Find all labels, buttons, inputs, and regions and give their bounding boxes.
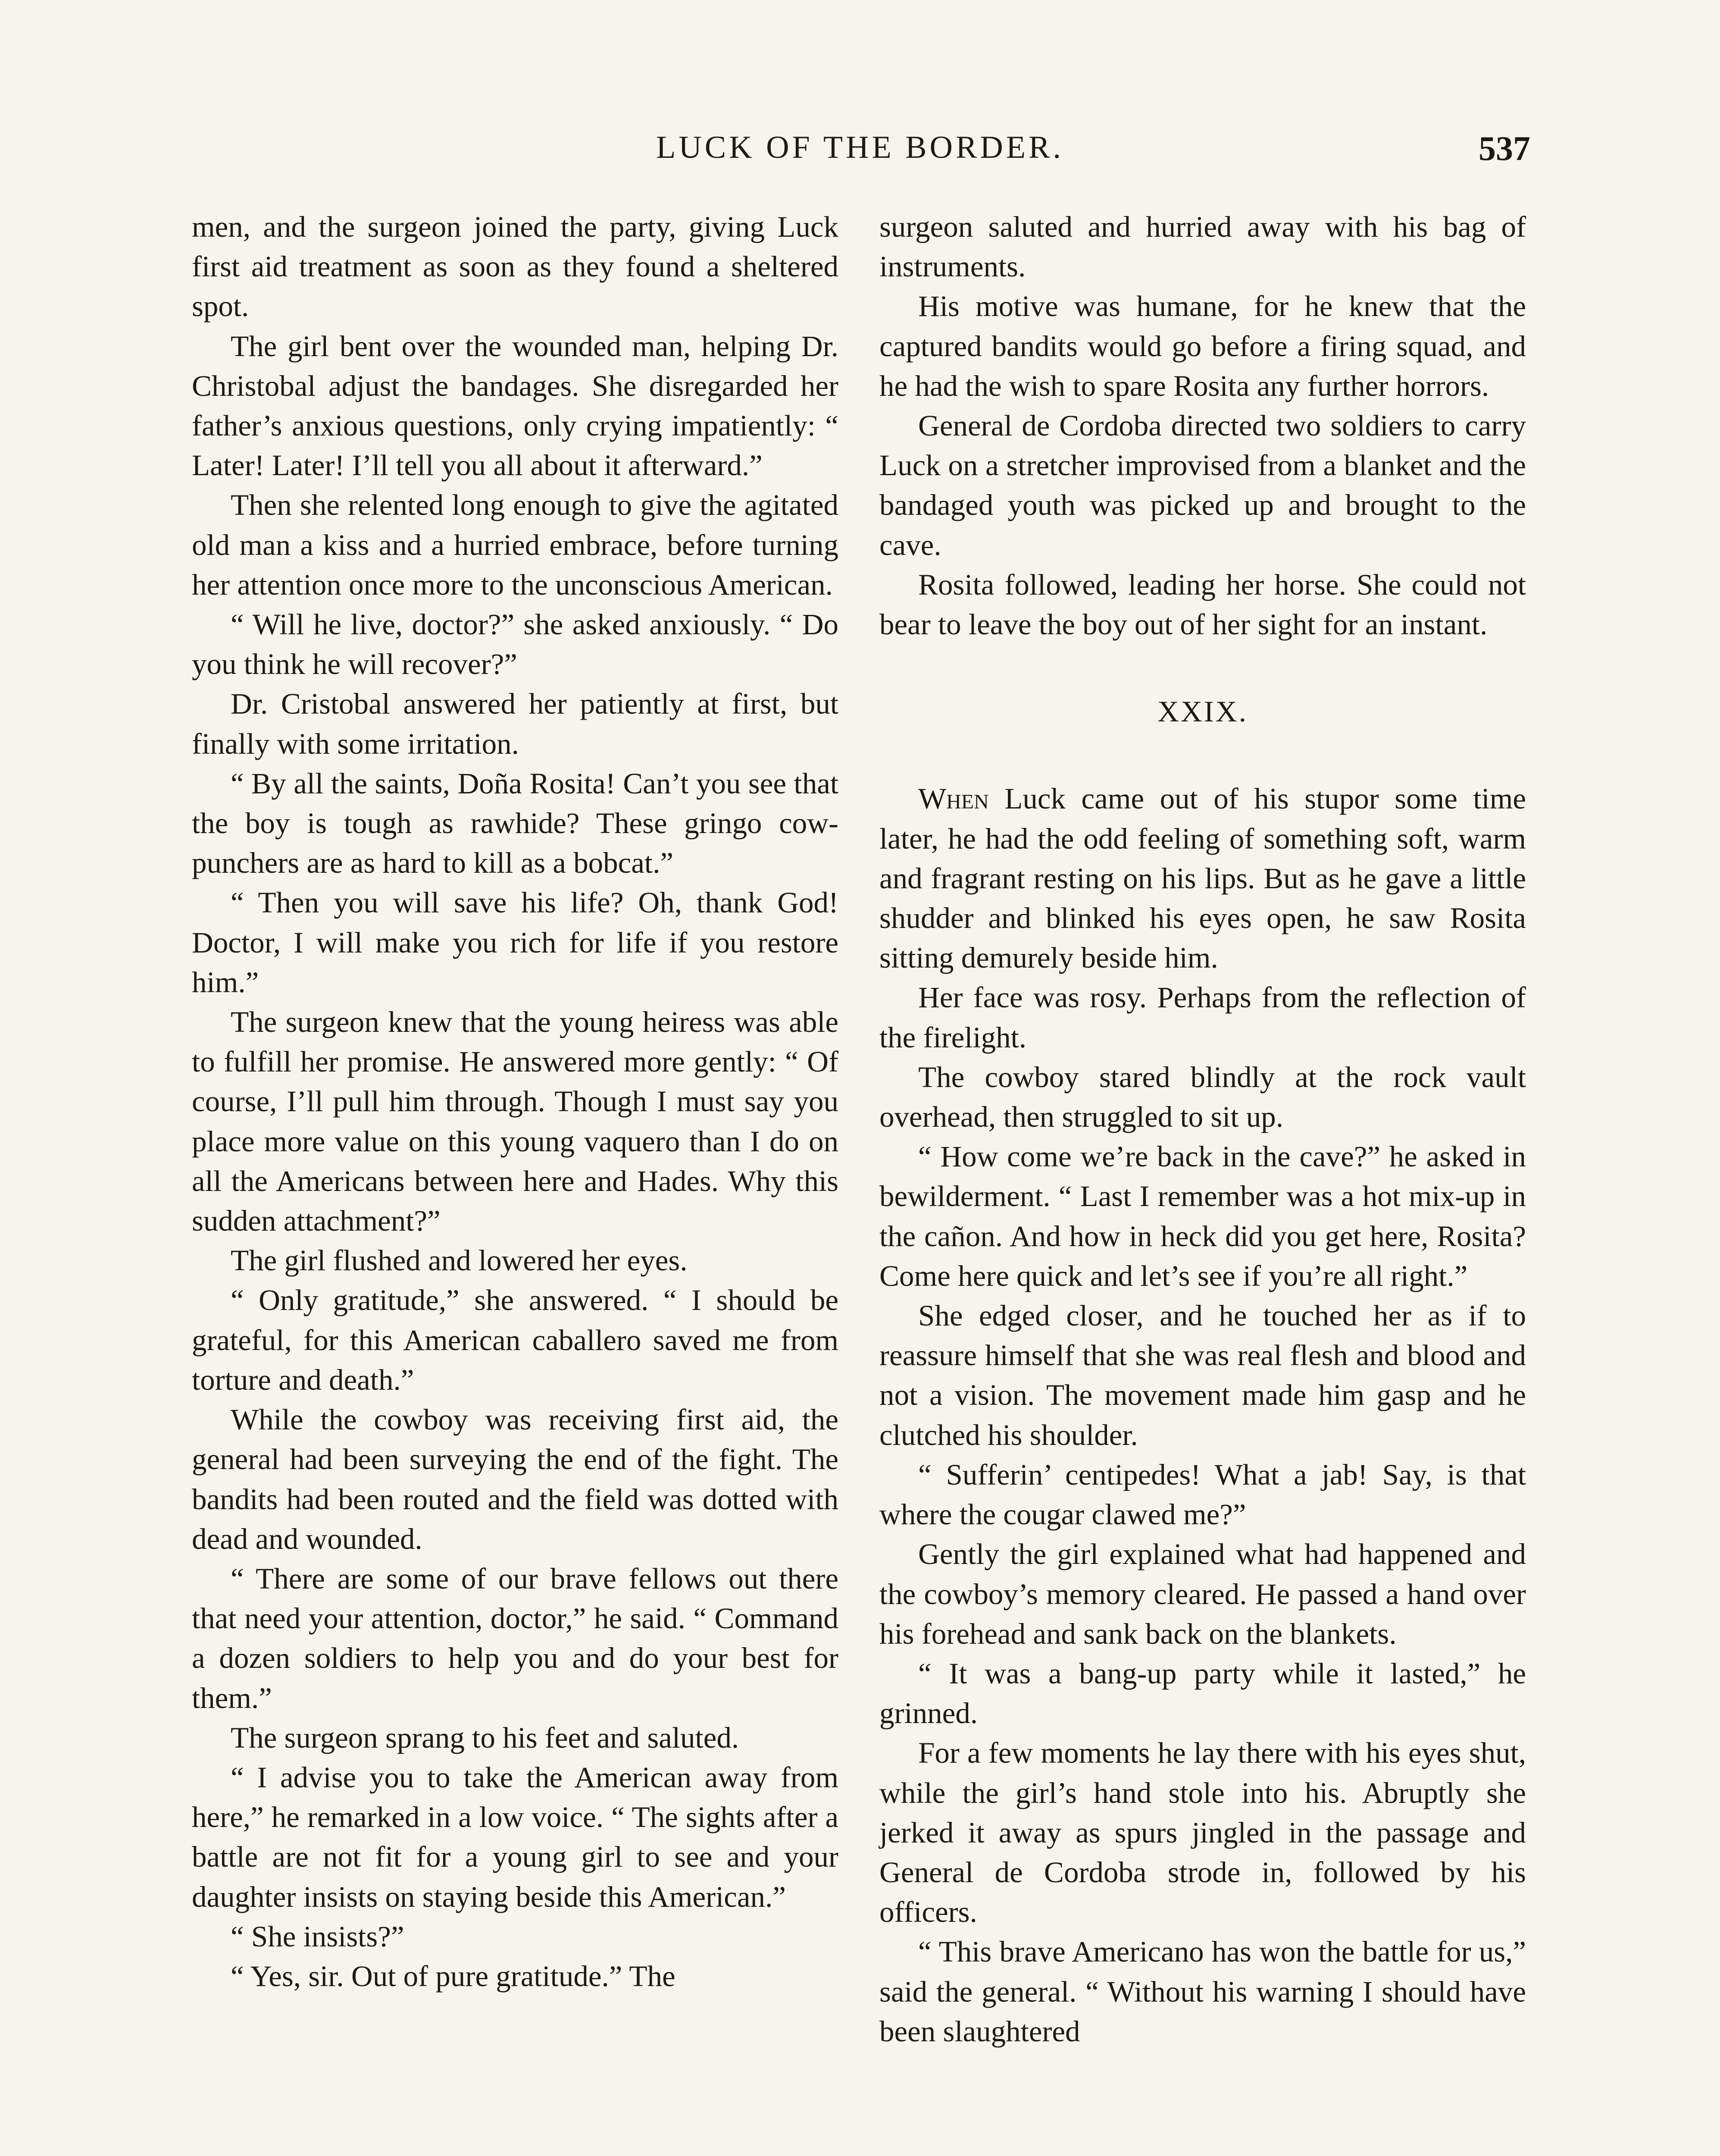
paragraph: The cowboy stared blindly at the rock vault overhead, then struggled to sit up. (879, 1060, 1526, 1134)
page-header (190, 129, 1530, 181)
paragraph: The girl flushed and lowered her eyes. (231, 1244, 688, 1277)
paragraph: “ How come we’re back in the cave?” he asked in bewilderment. “ Last I remember was a hot mix-up in the cañon. And how in heck did you get here, Rosita? Come here quick and let’s see if you’re all right.” (879, 1140, 1526, 1292)
paragraph: Dr. Cristobal answered her patiently at first, but finally with some irritation. (192, 687, 838, 760)
paragraph: Gently the girl explained what had happened and the cowboy’s memory cleared. He passed a hand over his forehead and sank back on the blankets. (879, 1538, 1526, 1650)
paragraph: His motive was humane, for he knew that the captured bandits would go before a firing squad, and he had the wish to spare Rosita any further horrors. (879, 290, 1526, 402)
paragraph: For a few moments he lay there with his eyes shut, while the girl’s hand stole into his. Abruptly she jerked it away as spurs jingled in the passage and General de Cordoba strode in, followed by his officers. (879, 1736, 1526, 1929)
paragraph: The surgeon knew that the young heiress was able to fulfill her promise. He answered more gently: “ Of course, I’ll pull him through. Though I must say you place more value on this young vaquero than I do on all the Americans between here and Hades. Why this sudden attachment?” (192, 1006, 838, 1238)
paragraph: Rosita followed, leading her horse. She could not bear to leave the boy out of her sight for an instant. (879, 568, 1526, 641)
paragraph: General de Cordoba directed two soldiers to carry Luck on a stretcher improvised from a blanket and the bandaged youth was picked up and brought to the cave. (879, 409, 1526, 561)
paragraph: The surgeon sprang to his feet and saluted. (231, 1721, 739, 1754)
chapter-opening-paragraph (879, 779, 1526, 978)
paragraph: “ By all the saints, Doña Rosita! Can’t you see that the boy is tough as rawhide? These gringo cow-punchers are as hard to kill as a bobcat.” (192, 767, 838, 880)
left-column (192, 207, 838, 1996)
paragraph: “ Will he live, doctor?” she asked anxiously. “ Do you think he will recover?” (192, 608, 838, 681)
chapter-heading: XXIX. (1157, 695, 1248, 728)
paragraph: men, and the surgeon joined the party, giving Luck first aid treatment as soon as they found a sheltered spot. (192, 210, 838, 323)
paragraph: Her face was rosy. Perhaps from the reflection of the firelight. (879, 981, 1526, 1054)
paragraph: “ It was a bang-up party while it lasted,” he grinned. (879, 1657, 1526, 1730)
running-title: LUCK OF THE BORDER. (656, 130, 1064, 165)
opening-text: Luck came out of his stupor some time later, he had the odd feeling of something soft, warm and fragrant resting on his lips. But as he gave a little shudder and blinked his eyes open, he saw Rosita sitting demurely beside him. (879, 782, 1526, 975)
paragraph: “ Sufferin’ centipedes! What a jab! Say, is that where the cougar clawed me?” (879, 1458, 1526, 1531)
paragraph: “ Only gratitude,” she answered. “ I should be grateful, for this American caballero saved me from torture and death.” (192, 1284, 838, 1396)
paragraph: She edged closer, and he touched her as if to reassure himself that she was real flesh and blood and not a vision. The movement made him gasp and he clutched his shoulder. (879, 1299, 1526, 1451)
paragraph: “ Then you will save his life? Oh, thank God! Doctor, I will make you rich for life if you restore him.” (192, 886, 838, 999)
paragraph: The girl bent over the wounded man, helping Dr. Christobal adjust the bandages. She disregarded her father’s anxious questions, only crying impatiently: “ Later! Later! I’ll tell you all about it afterward.” (192, 329, 838, 482)
paragraph: “ Yes, sir. Out of pure gratitude.” The (231, 1959, 675, 1993)
right-column (879, 207, 1526, 2051)
paragraph: While the cowboy was receiving first aid, the general had been surveying the end of the fight. The bandits had been routed and the field was dotted with dead and wounded. (192, 1403, 838, 1555)
paragraph: Then she relented long enough to give the agitated old man a kiss and a hurried embrace, before turning her attention once more to the unconscious American. (192, 489, 838, 601)
paragraph: “ This brave Americano has won the battle for us,” said the general. “ Without his warning I should have been slaughtered (879, 1935, 1526, 2048)
paragraph: “ She insists?” (231, 1920, 404, 1953)
paragraph: surgeon saluted and hurried away with his bag of instruments. (879, 210, 1526, 283)
page-number: 537 (1479, 130, 1530, 168)
opening-word: When (918, 782, 989, 815)
paragraph: “ There are some of our brave fellows out there that need your attention, doctor,” he said. “ Command a dozen soldiers to help you and do your best for them.” (192, 1562, 838, 1714)
paragraph: “ I advise you to take the American away from here,” he remarked in a low voice. “ The sights after a battle are not fit for a young girl to see and your daughter insists on staying beside this American.” (192, 1761, 838, 1913)
